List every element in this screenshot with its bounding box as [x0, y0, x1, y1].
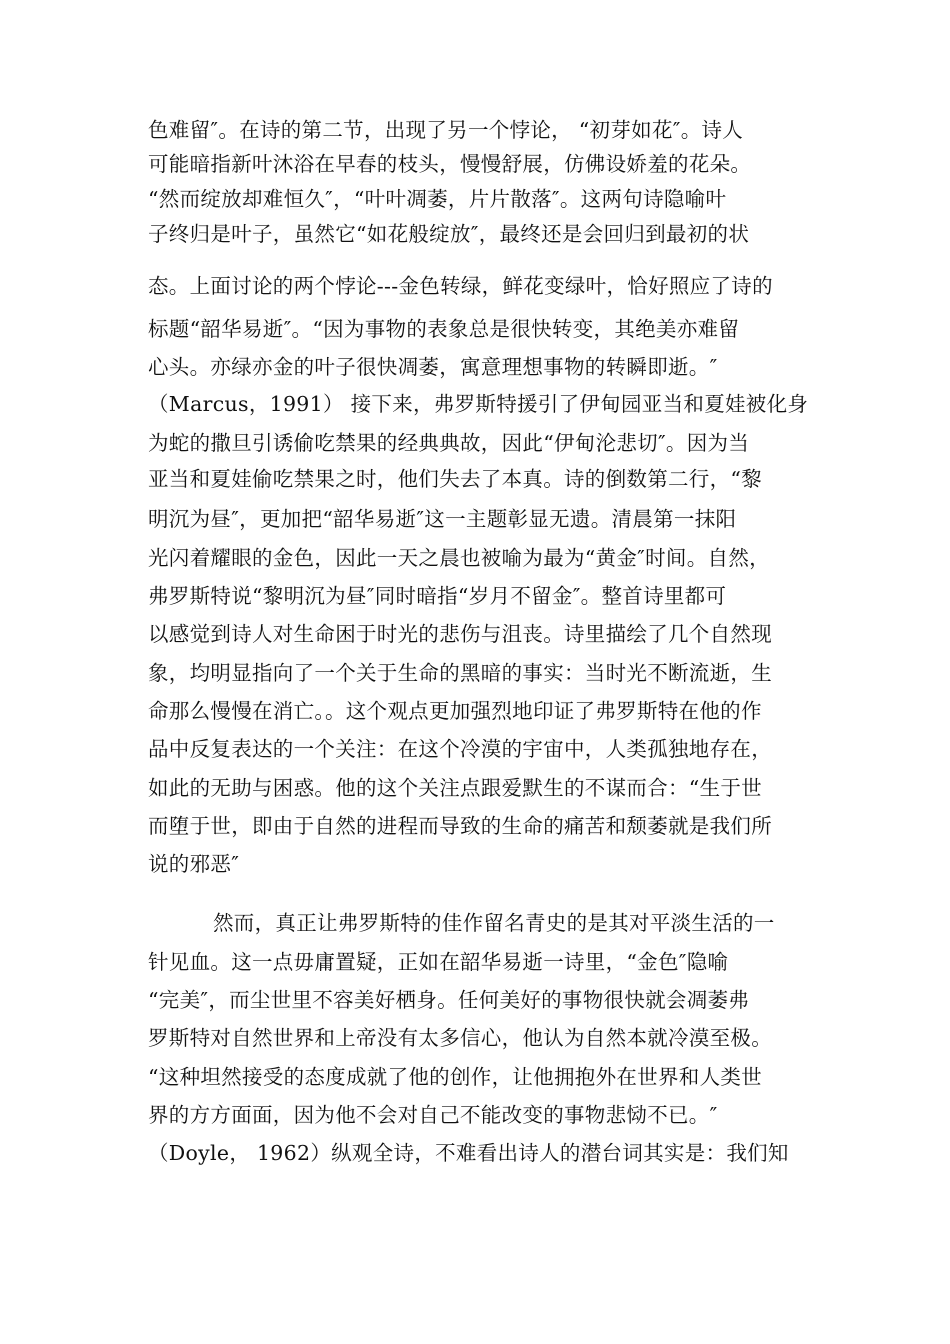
text-line: （Marcus，1991） 接下来，弗罗斯特援引了伊甸园亚当和夏娃被化身: [148, 392, 809, 416]
text-line: “完美″，而尘世里不容美好栖身。任何美好的事物很快就会凋萎弗: [148, 988, 750, 1012]
text-line: 可能暗指新叶沐浴在早春的枝头，慢慢舒展，仿佛设娇羞的花朵。: [148, 152, 752, 176]
text-line: 命那么慢慢在消亡。。这个观点更加强烈地印证了弗罗斯特在他的作: [148, 699, 762, 723]
text-line: 亚当和夏娃偷吃禁果之时，他们失去了本真。诗的倒数第二行，“黎: [148, 467, 762, 491]
text-line: 子终归是叶子，虽然它“如花般绽放″，最终还是会回归到最初的状: [148, 222, 750, 246]
text-line: 象，均明显指向了一个关于生命的黑暗的事实：当时光不断流逝，生: [148, 661, 772, 685]
text-line: 为蛇的撒旦引诱偷吃禁果的经典典故，因此“伊甸沦悲切″。因为当: [148, 431, 750, 455]
text-line: 光闪着耀眼的金色，因此一天之晨也被喻为最为“黄金″时间。自然，: [148, 546, 770, 570]
text-line: 如此的无助与困惑。他的这个关注点跟爱默生的不谋而合：“生于世: [148, 776, 762, 800]
text-line: 然而，真正让弗罗斯特的佳作留名青史的是其对平淡生活的一: [213, 911, 775, 935]
text-line: 说的邪恶″: [148, 852, 240, 876]
text-line: 态。上面讨论的两个悖论---金色转绿，鲜花变绿叶，恰好照应了诗的: [148, 274, 773, 298]
text-line: 心头。亦绿亦金的叶子很快凋萎，寓意理想事物的转瞬即逝。″: [148, 355, 718, 379]
text-line: 弗罗斯特说“黎明沉为昼″同时暗指“岁月不留金″。整首诗里都可: [148, 584, 727, 608]
text-line: 罗斯特对自然世界和上帝没有太多信心，他认为自然本就冷漠至极。: [148, 1026, 772, 1050]
text-line: 针见血。这一点毋庸置疑，正如在韶华易逝一诗里，“金色″隐喻: [148, 950, 729, 974]
text-line: 标题“韶华易逝″。“因为事物的表象总是很快转变，其绝美亦难留: [148, 317, 740, 341]
text-line: 品中反复表达的一个关注：在这个冷漠的宇宙中，人类孤独地存在，: [148, 737, 772, 761]
text-line: （Doyle， 1962）纵观全诗，不难看出诗人的潜台词其实是：我们知: [148, 1141, 789, 1165]
text-line: “这种坦然接受的态度成就了他的创作，让他拥抱外在世界和人类世: [148, 1065, 762, 1089]
text-line: 以感觉到诗人对生命困于时光的悲伤与沮丧。诗里描绘了几个自然现: [148, 622, 772, 646]
text-line: 界的方方面面，因为他不会对自己不能改变的事物悲恸不已。″: [148, 1103, 718, 1127]
text-line: 色难留″。在诗的第二节，出现了另一个悖论， “初芽如花″。诗人: [148, 118, 744, 142]
text-line: “然而绽放却难恒久″，“叶叶凋萎，片片散落″。这两句诗隐喻叶: [148, 187, 727, 211]
text-line: 明沉为昼″，更加把“韶华易逝″这一主题彰显无遗。清晨第一抹阳: [148, 507, 737, 531]
text-line: 而堕于世，即由于自然的进程而导致的生命的痛苦和颓萎就是我们所: [148, 814, 772, 838]
